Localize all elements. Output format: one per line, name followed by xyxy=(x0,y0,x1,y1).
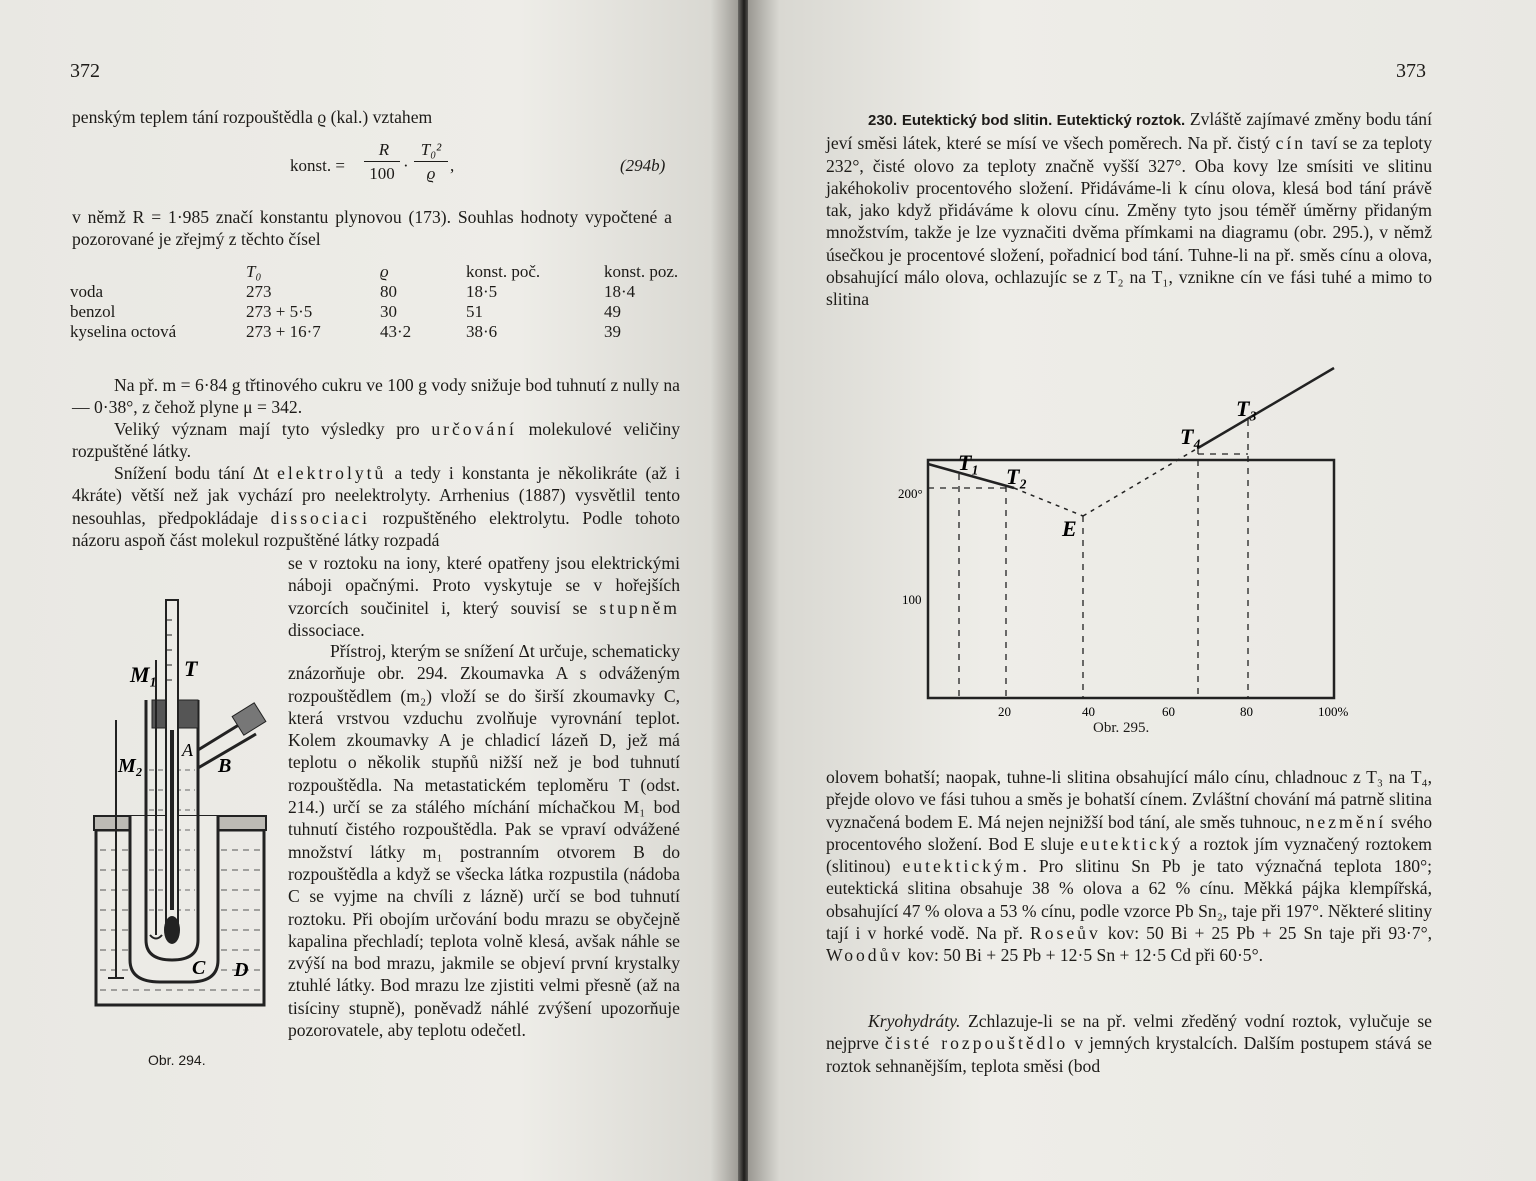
table-row: voda 273 80 18·5 18·4 xyxy=(70,282,636,301)
formula-294b: konst. = R 100 · T₀² ϱ , (294b) xyxy=(290,140,666,183)
x-tick-60: 60 xyxy=(1162,704,1175,719)
x-tick-100: 100% xyxy=(1318,704,1349,719)
table-header-row: T₀ ϱ konst. poč. konst. poz. xyxy=(246,262,679,281)
point-label-t2: T₂ xyxy=(1006,464,1028,489)
figure-label-m1: M₁ xyxy=(130,662,158,687)
figure-label-c: C xyxy=(192,957,206,979)
page-number: 373 xyxy=(1396,60,1426,82)
figure-295-caption: Obr. 295. xyxy=(1093,720,1150,736)
para-iony: se v roztoku na iony, které opatřeny jsou elektrickými náboji opačnými. Proto vyskytuje se v hořejších vzorcích součinitel i, který souvisí se stupněm dissociace. xyxy=(288,553,680,640)
x-tick-40: 40 xyxy=(1082,704,1095,719)
para-snizeni: Snížení bodu tání Δt elektrolytů a tedy i konstanta je několikráte (až i 4kráte) větší než jak vychází pro neelektrolyty. Arrhenius (1887) vysvětlil tento nesouhlas, předpokládaje dissociaci rozpuštěného elektrolytu. Podle tohoto názoru aspoň část molekul rozpuštěné látky rozpadá xyxy=(72,463,681,550)
formula-den1: 100 xyxy=(369,164,395,183)
figure-294-caption: Obr. 294. xyxy=(148,1052,206,1068)
intro-line: penským teplem tání rozpouštědla ϱ (kal.) vztahem xyxy=(72,107,433,127)
para-kryohydraty: Kryohydráty. Zchlazuje-li se na př. velmi zředěný vodní roztok, vylučuje se nejprve čisté rozpouštědlo v jemných krystalcích. Dalším postupem stává se roztok sehnanějším, teplota směsi (bod xyxy=(826,1011,1432,1076)
section-230: 230. Eutektický bod slitin. Eutektický roztok. Zvláště zajímavé změny bodu tání jeví směsi látek, které se mísí ve všech poměrech. Na př. čistý cín taví se za teploty 232°, čisté olovo za teploty značně vyšší 327°. Oba kovy lze smísiti ve slitinu jakéhokoliv procentového složení. Přidáváme-li k cínu olova, klesá bod tání právě tak, jako když přidáváme k olovu cínu. Změny tyto jsou téměř úměrny přidaným množstvím, takže je lze vyznačiti dvěma přímkami na diagramu (obr. 295.), v němž úsečkou je procentové složení, pořadnicí bod tání. Tuhne-li na př. směs cínu a olova, obsahující málo olova, ochlazujíc se z T₂ na T₁, vznikne cín ve fási tuhé a mimo to slitina xyxy=(826,109,1432,310)
right-page xyxy=(748,0,1536,1181)
section-heading: Eutektický bod slitin. Eutektický roztok. xyxy=(901,112,1186,129)
formula-lhs: konst. = xyxy=(290,156,345,175)
figure-294-apparatus xyxy=(90,590,280,1040)
figure-295-diagram xyxy=(888,360,1368,720)
figure-label-d: D xyxy=(234,959,249,981)
formula-tag: (294b) xyxy=(620,156,666,175)
formula-den2: ϱ xyxy=(426,164,436,183)
point-label-e: E xyxy=(1062,516,1077,541)
table-row: benzol 273 + 5·5 30 51 49 xyxy=(70,302,621,321)
figure-label-t: T xyxy=(184,656,198,681)
table-row: kyselina octová 273 + 16·7 43·2 38·6 39 xyxy=(70,322,621,341)
values-table xyxy=(70,262,700,342)
formula-num2: T₀² xyxy=(420,140,442,159)
point-label-t1: T₁ xyxy=(958,450,980,475)
para-example: Na př. m = 6·84 g třtinového cukru ve 100 g vody snižuje bod tuhnutí z nully na — 0·38°, z čehož plyne μ = 342. xyxy=(72,375,680,418)
x-tick-20: 20 xyxy=(998,704,1011,719)
y-tick-200: 200° xyxy=(898,486,923,501)
para-pristroj: Přístroj, kterým se snížení Δt určuje, schematicky znázorňuje obr. 294. Zkoumavka A s odváženým rozpouštědlem (m₂) vloží se do širší zkoumavky C, která vrstvou vzduchu zvolňuje vyrovnání teplot. Kolem zkoumavky A je chladicí lázeň D, jež má teplotu o několik stupňů nižší než je bod tuhnutí rozpouštědla. Na metastatickém teploměru T (odst. 214.) určí se za stálého míchání míchačkou M₁ bod tuhnutí čistého rozpouštědla. Pak se vpraví odvážené množství látky m₁ postranním otvorem B do rozpouštědla a když se všecka látka rozpustila (nádoba C se vyjme na chvíli z lázně) určí se bod tuhnutí roztoku. Při obojím určování bodu mrazu se obyčejně kapalina přechladí; teplota volně klesá, avšak náhle se zvýší na bod mrazu, jakmile se objeví první krystalky ztuhlé látky. Bod mrazu lze zjistiti velmi přesně (až na tisíciny stupně), poněvadž náhlé zvýšení upozorňuje pozorovatele, aby teplotu odečetl. xyxy=(288,641,680,1041)
point-label-t4: T₄ xyxy=(1180,424,1202,449)
para-olovem: olovem bohatší; naopak, tuhne-li slitina obsahující málo cínu, chladnouc z T₃ na T₄, přejde olovo ve fási tuhou a směs je bohatší cínem. Zvláštní chování má patrně slitina vyznačená bodem E. Má nejen nejnižší bod tání, ale směs tuhnouc, nezmění svého procentového složení. Bod E sluje eutektický a roztok jím vyznačený roztokem (slitinou) eutektickým. Pro slitinu Sn Pb je tato význačná teplota 180°; eutektická slitina obsahuje 38 % olova a 62 % cínu. Měkká pájka klempířská, obsahující 47 % olova a 53 % cínu, podle vzorce Pb Sn₂, taje při 197°. Některé slitiny tají i v horké vodě. Na př. Roseův kov: 50 Bi + 25 Pb + 25 Sn taje při 93·7°, Woodův kov: 50 Bi + 25 Pb + 12·5 Sn + 12·5 Cd při 60·5°. xyxy=(826,767,1433,966)
x-tick-80: 80 xyxy=(1240,704,1253,719)
figure-label-m2: M₂ xyxy=(118,755,143,777)
figure-label-b: B xyxy=(218,755,232,777)
formula-num1: R xyxy=(378,140,390,159)
point-label-t3: T₃ xyxy=(1236,396,1258,421)
para-vyznam: Veliký význam mají tyto výsledky pro určování molekulové veličiny rozpuštěné látky. xyxy=(72,419,680,462)
section-number: 230. xyxy=(868,112,898,129)
figure-label-a: A xyxy=(182,740,193,760)
left-page xyxy=(0,0,740,1181)
para-gas-constant: v němž R = 1·985 značí konstantu plynovou (173). Souhlas hodnoty vypočtené a pozorované je zřejmý z těchto čísel xyxy=(72,207,672,250)
page-number: 372 xyxy=(70,60,100,82)
y-tick-100: 100 xyxy=(902,592,922,607)
